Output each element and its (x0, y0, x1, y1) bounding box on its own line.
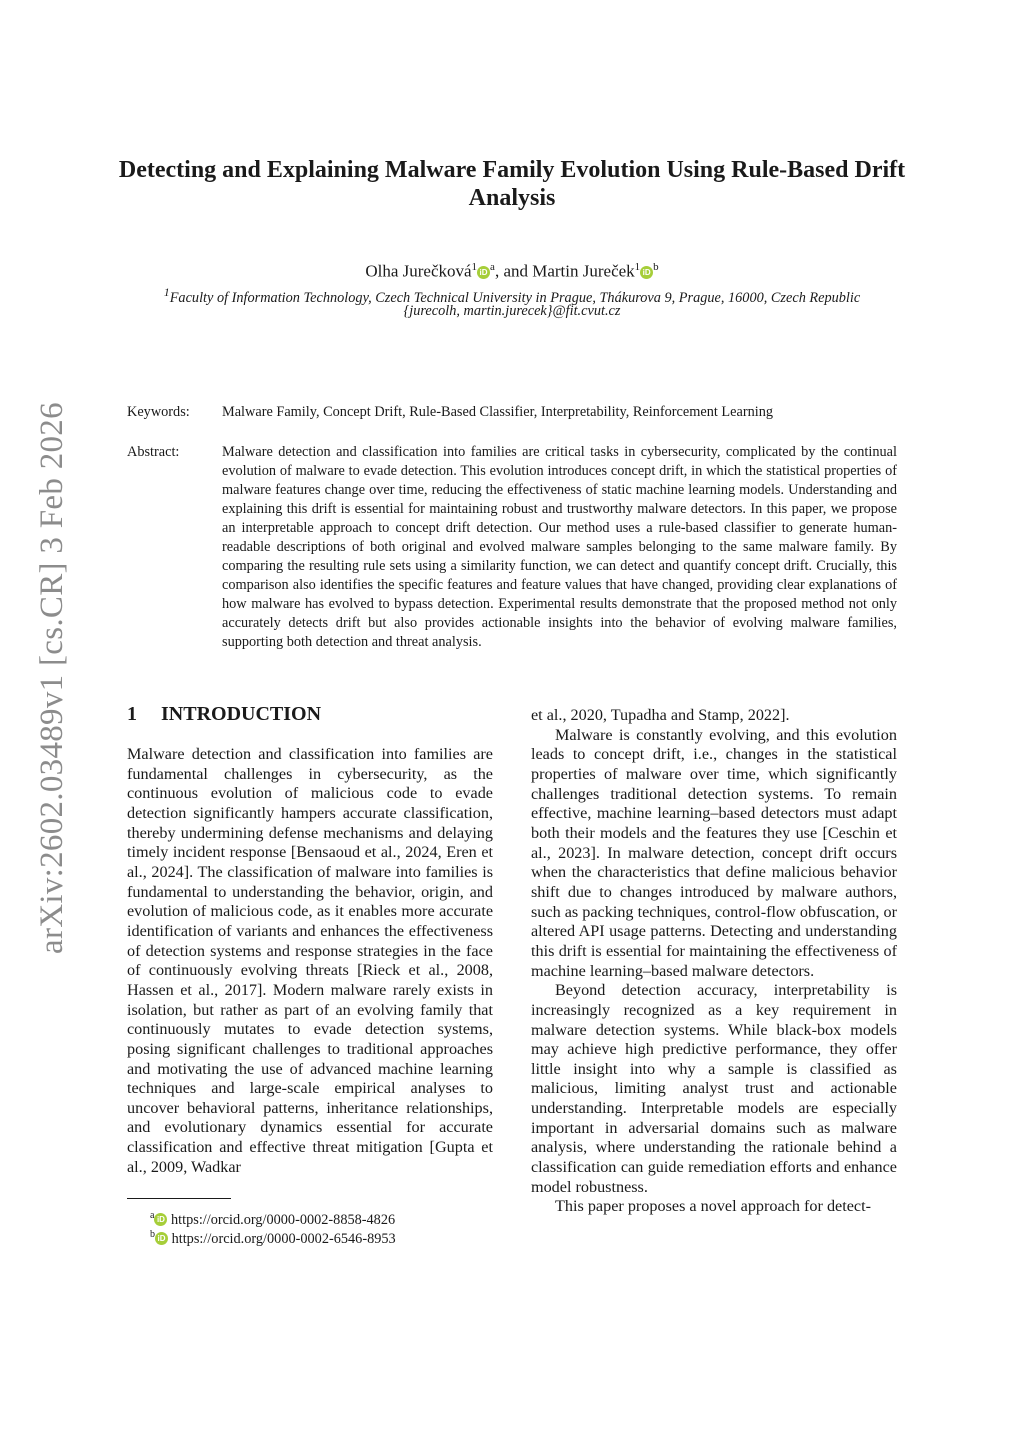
left-column (127, 745, 493, 1177)
orcid-icon[interactable]: iD (640, 266, 653, 279)
keywords-text: Malware Family, Concept Drift, Rule-Based Classifier, Interpretability, Reinforcement Learning (222, 404, 774, 420)
orcid-link[interactable]: https://orcid.org/0000-0002-6546-8953 (171, 1230, 396, 1247)
affiliation-text: Faculty of Information Technology, Czech Technical University in Prague, Thákurova 9, Prague, 16000, Czech Republic (169, 289, 861, 306)
paragraph: et al., 2020, Tupadha and Stamp, 2022]. (531, 706, 790, 724)
orcid-icon: iD (154, 1213, 167, 1226)
section-number: 1 (127, 703, 137, 725)
author-name: Olha Jurečková (365, 261, 472, 281)
paragraph: This paper proposes a novel approach for detect- (555, 1197, 871, 1216)
author-separator: , and (494, 261, 533, 281)
paper-title: Detecting and Explaining Malware Family Evolution Using Rule-Based Drift Analysis (118, 157, 906, 211)
footnote-divider (127, 1198, 231, 1199)
right-column (531, 706, 897, 1217)
paragraph: Malware is constantly evolving, and this evolution leads to concept drift, i.e., changes in the statistical properties of malware over time, which significantly challenges traditional detection systems. To remain effective, machine learning–based detectors must adapt both their models and the features they use [Ceschin et al., 2023]. In malware detection, concept drift occurs when the characteristics that define malicious behavior shift due to changes introduced by malware authors, such as packing techniques, control-flow obfuscation, or altered API usage patterns. Detecting and understanding this drift is essential for maintaining the effectiveness of machine learning–based malware detectors. (531, 725, 897, 980)
abstract-label: Abstract: (127, 444, 180, 460)
footnote-orcid-b (150, 1225, 396, 1249)
affiliation-mark: 1 (471, 261, 478, 273)
affiliation-number: 1 (163, 285, 170, 299)
author-email: {jurecolh, martin.jurecek}@fit.cvut.cz (403, 303, 621, 319)
section-title: INTRODUCTION (161, 703, 322, 725)
footnote-mark: b (150, 1229, 155, 1240)
orcid-icon: iD (155, 1232, 168, 1245)
author-name: Martin Jureček (532, 261, 635, 281)
orcid-mark: b (653, 261, 659, 273)
footnote-mark: a (150, 1210, 155, 1221)
arxiv-identifier: arXiv:2602.03489v1 [cs.CR] 3 Feb 2026 (34, 402, 70, 954)
paragraph: Beyond detection accuracy, interpretability is increasingly recognized as a key requirement in malware detection systems. While black-box models may achieve high predictive performance, they offer little insight into why a sample is classified as malicious, limiting analyst trust and actionable understanding. Interpretable models are especially important in adversarial domains such as malware analysis, where understanding the rationale behind a classification can guide remediation efforts and enhance model robustness. (531, 981, 897, 1196)
orcid-mark: a (490, 261, 495, 273)
keywords-label: Keywords: (127, 404, 190, 420)
orcid-icon[interactable]: iD (477, 266, 490, 279)
paragraph: Malware detection and classification into families are fundamental challenges in cybersecurity, as the continuous evolution of malicious code to evade detection significantly hampers accurate classification, thereby undermining defense mechanisms and delaying timely incident response [Bensaoud et al., 2024, Eren et al., 2024]. The classification of malware into families is fundamental to understanding the behavior, origin, and evolution of malicious code, as it enables more accurate identification of variants and enhances the effectiveness of detection systems and response strategies in the face of continuously evolving threats [Rieck et al., 2008, Hassen et al., 2017]. Modern malware rarely exists in isolation, but rather as part of an evolving family that continuously mutates to evade detection systems, posing significant challenges to traditional approaches and motivating the use of advanced machine learning techniques and large-scale empirical analyses to uncover behavioral patterns, inheritance relationships, and evolutionary dynamics essential for accurate classification and effective threat mitigation [Gupta et al., 2009, Wadkar (127, 745, 493, 1176)
orcid-link[interactable]: https://orcid.org/0000-0002-8858-4826 (171, 1211, 396, 1228)
section-heading (127, 702, 321, 726)
affiliation-mark: 1 (634, 261, 641, 273)
abstract-text: Malware detection and classification into families are critical tasks in cybersecurity, complicated by the continual evolution of malware to evade detection. This evolution introduces concept drift, in which the statistical properties of malware features change over time, reducing the effectiveness of static machine learning models. Understanding and explaining this drift is essential for maintaining robust and trustworthy malware detectors. In this paper, we propose an interpretable approach to concept drift detection. Our method uses a rule-based classifier to generate human-readable descriptions of both original and evolved malware samples belonging to the same malware family. By comparing the resulting rule sets using a similarity function, we can detect and quantify concept drift. Crucially, this comparison also identifies the specific features and feature values that have changed, providing clear explanations of how malware has evolved to bypass detection. Experimental results demonstrate that the proposed method not only accurately detects drift but also provides actionable insights into the behavior of evolving malware families, supporting both detection and threat analysis. (222, 444, 897, 650)
author-line (110, 256, 914, 283)
